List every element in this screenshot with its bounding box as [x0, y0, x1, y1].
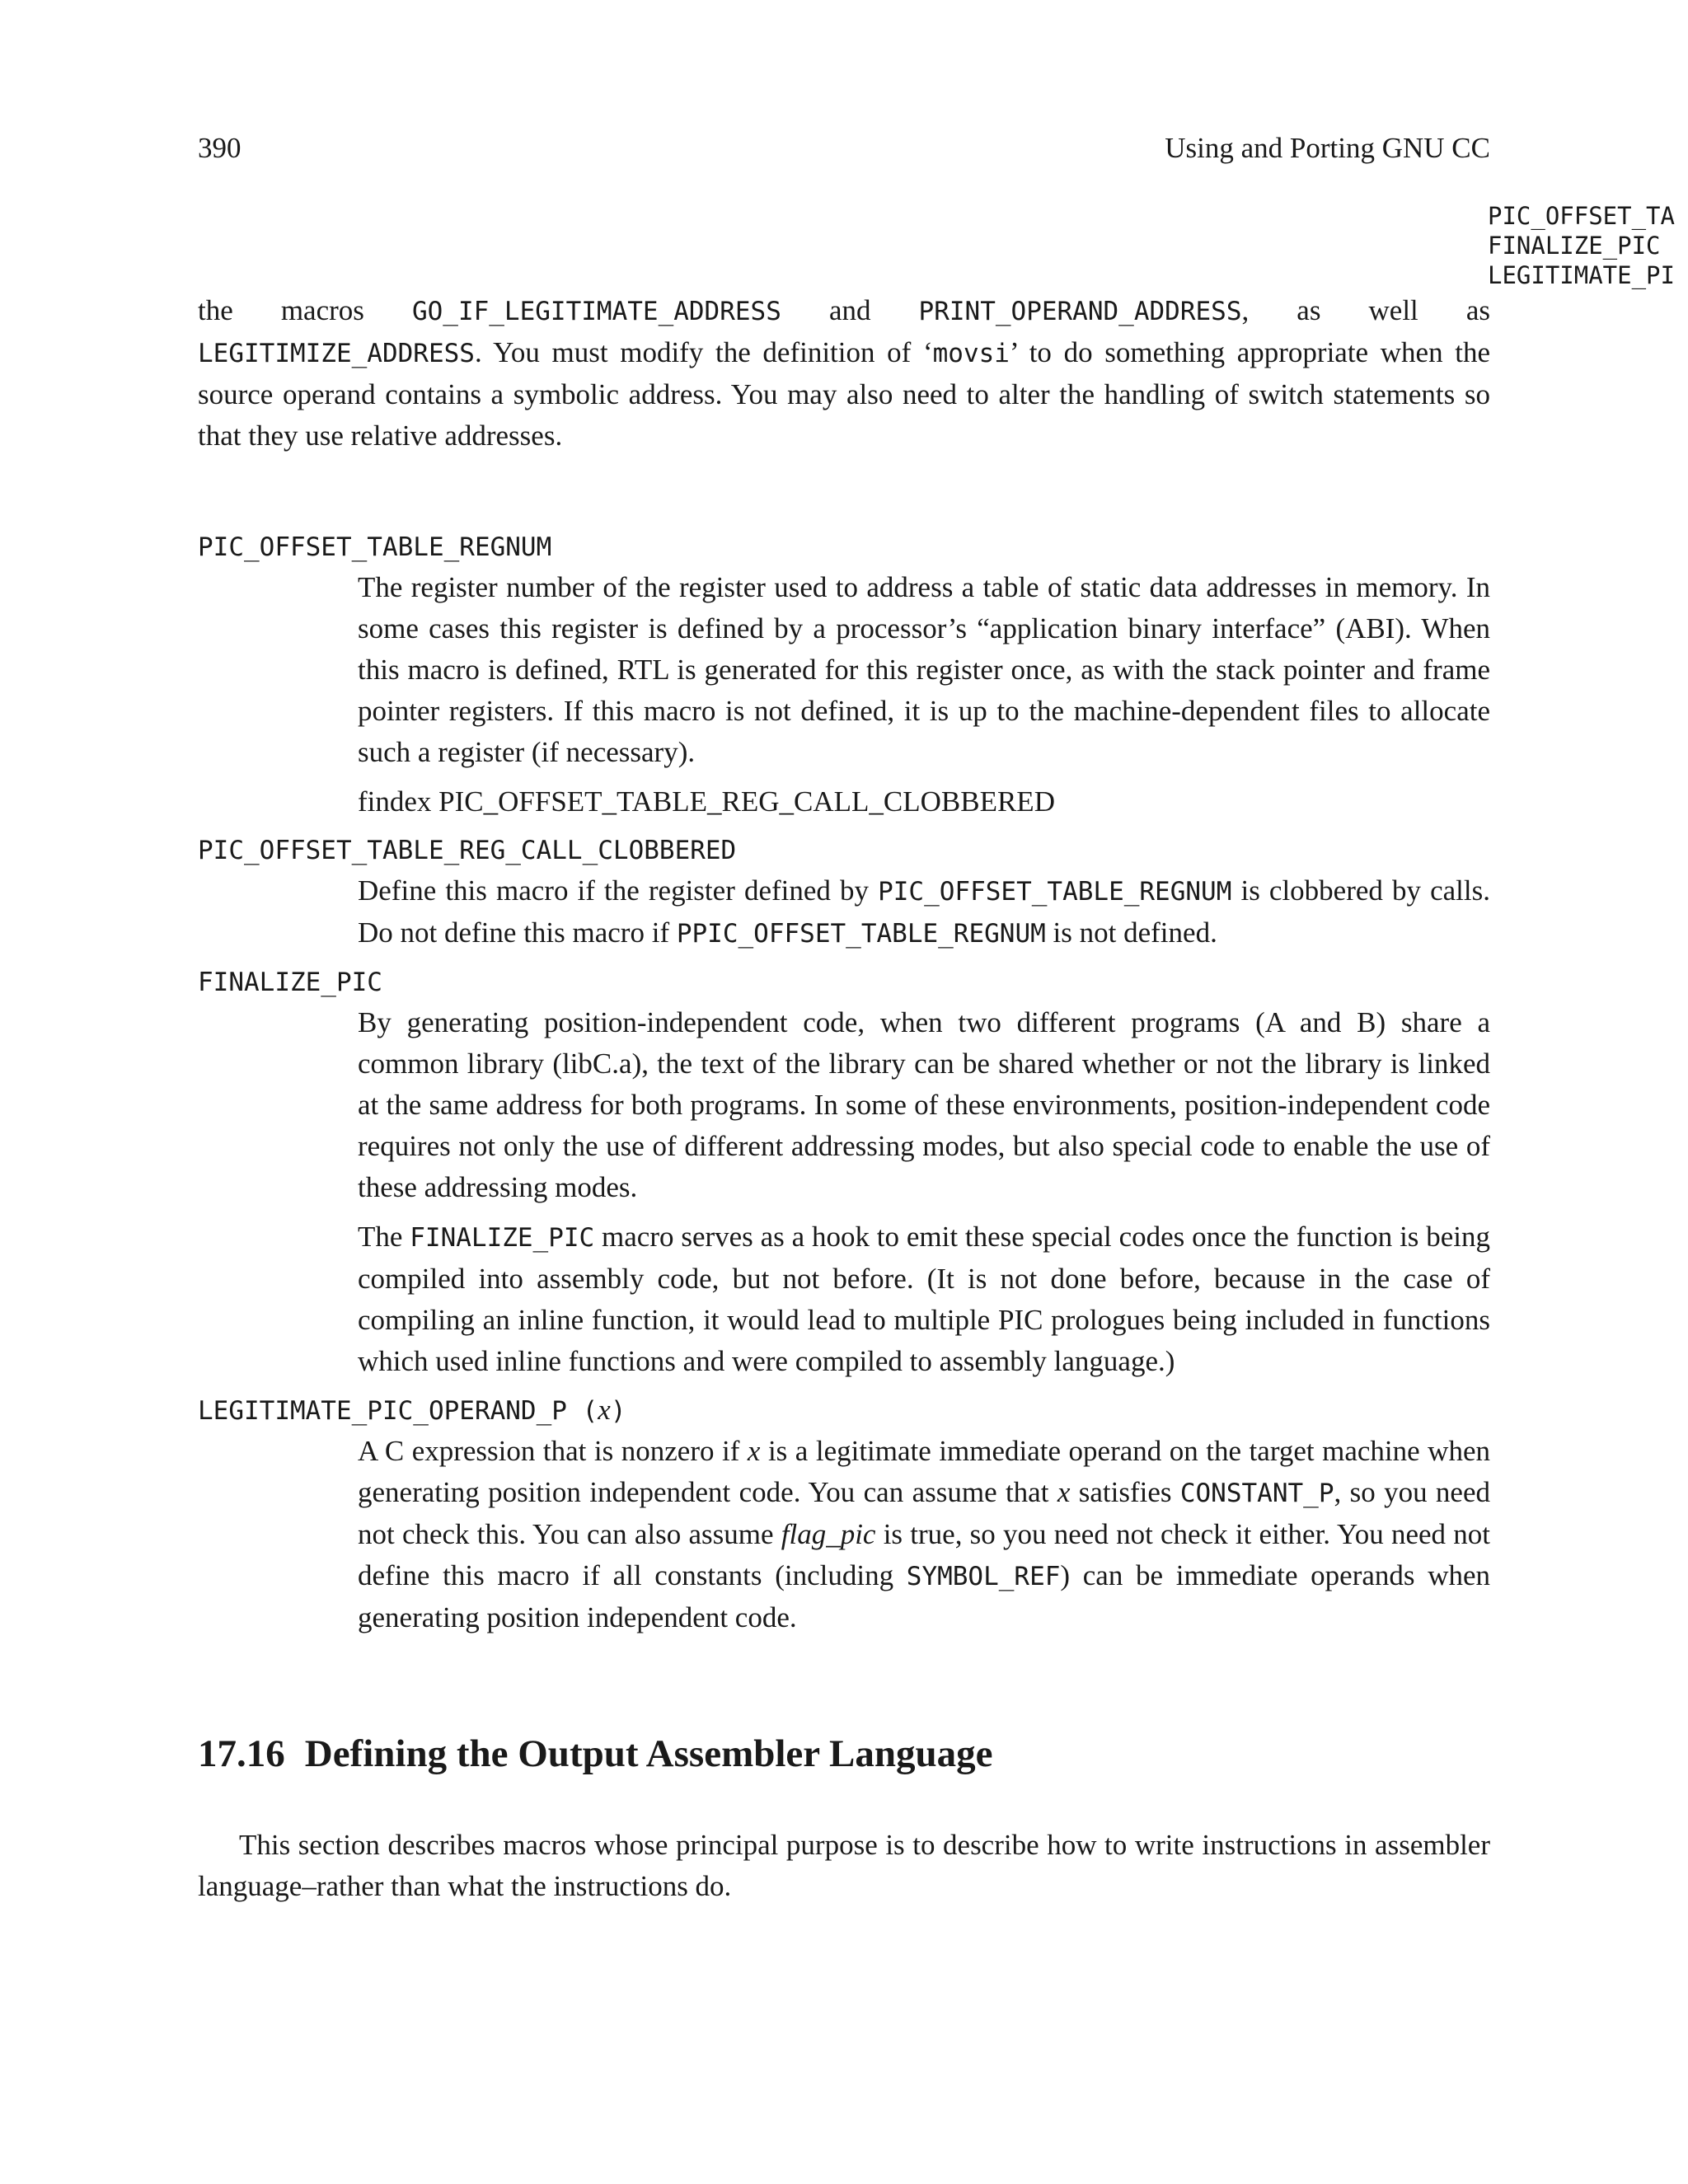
entry-term: PIC_OFFSET_TABLE_REGNUM — [198, 532, 552, 562]
entry-paragraph: The register number of the register used to address a table of static data addresses in memory. In some cases this register is defined by a processor’s “application binary interface” (ABI). When this macro is defined, RTL is generated for this register once, as with the stack pointer and frame pointer registers. If this macro is not defined, it is up to the machine-dependent files to allocate such a register (if necessary). — [358, 571, 1490, 768]
entry-paragraph — [358, 1431, 1490, 1638]
code-term: FINALIZE_PIC — [410, 1223, 595, 1253]
section-title: Defining the Output Assembler Language — [304, 1732, 993, 1775]
entry-body — [358, 1002, 1490, 1382]
text: A C expression that is nonzero if — [358, 1435, 748, 1467]
text: and — [781, 294, 919, 326]
text: , as well as — [1241, 294, 1490, 326]
entry-term: FINALIZE_PIC — [198, 968, 382, 997]
text: is clobbered by calls. Do not define this macro if — [358, 874, 1491, 949]
entry-pic-offset-table-reg-call-clobbered — [198, 831, 1490, 954]
code-term: GO_IF_LEGITIMATE_ADDRESS — [411, 297, 781, 326]
margin-note: PIC_OFFSET_TA — [1488, 202, 1675, 230]
entry-body — [358, 870, 1490, 954]
code-term: PIC_OFFSET_TABLE_REGNUM — [878, 877, 1232, 907]
running-title: Using and Porting GNU CC — [1165, 132, 1490, 164]
variable: x — [598, 1394, 611, 1426]
code-term: CONSTANT_P — [1179, 1479, 1334, 1508]
variable: x — [1057, 1476, 1071, 1508]
entry-term: PIC_OFFSET_TABLE_REG_CALL_CLOBBERED — [198, 836, 737, 865]
code-term: PPIC_OFFSET_TABLE_REGNUM — [676, 919, 1046, 949]
text: satisfies — [1070, 1476, 1180, 1508]
text: macro serves as a hook to emit these special codes once the function is being compiled into assembly code, but not before. (It is not done before, because in the case of compiling an inline function, it would lead to multiple PIC prologues being included in functions which used inline functions and were compiled to assembly language.) — [358, 1221, 1490, 1377]
margin-index-notes — [1488, 201, 1688, 290]
findex-line: findex PIC_OFFSET_TABLE_REG_CALL_CLOBBERED — [358, 785, 1055, 818]
margin-note: FINALIZE_PIC — [1488, 232, 1661, 260]
section-paragraph: This section describes macros whose principal purpose is to describe how to write instructions in assembler language–rather than what the instructions do. — [198, 1829, 1490, 1902]
code-term: SYMBOL_REF — [906, 1562, 1061, 1591]
entry-paragraph: By generating position-independent code, when two different programs (A and B) share a common library (libC.a), the text of the library can be shared whether or not the library is linked at the same address for both programs. In some of these environments, position-independent code requires not only the use of different addressing modes, but also special code to enable the use of these addressing modes. — [358, 1006, 1490, 1203]
text: is true, so you need not check it either. You need not define this macro if all constants (including — [358, 1518, 1491, 1591]
code-term: LEGITIMATE_PIC_OPERAND_P ( — [198, 1396, 598, 1426]
text: ) can be immediate operands when generating position independent code. — [358, 1559, 1491, 1633]
text: Define this macro if the register defined by — [358, 874, 879, 907]
entry-body — [358, 567, 1490, 823]
entry-legitimate-pic-operand-p — [198, 1390, 1490, 1638]
entry-paragraph — [358, 1216, 1490, 1382]
code-term: ) — [610, 1396, 626, 1426]
section-number: 17.16 — [198, 1732, 285, 1775]
code-term: PRINT_OPERAND_ADDRESS — [918, 297, 1242, 326]
text: the macros — [198, 294, 412, 326]
text: is not defined. — [1045, 916, 1217, 949]
margin-note: LEGITIMATE_PI — [1488, 261, 1675, 289]
text: ’ to do something appropriate when the source operand contains a symbolic address. You may also need to alter the handling of switch statements so that they use relative addresses. — [198, 336, 1490, 452]
text: , so you need not check this. You can also assume — [358, 1476, 1490, 1550]
entry-paragraph — [358, 870, 1490, 954]
variable: x — [747, 1435, 761, 1467]
intro-paragraph — [198, 290, 1490, 457]
entry-body — [358, 1431, 1490, 1638]
entry-pic-offset-table-regnum — [198, 527, 1490, 823]
text: The — [358, 1221, 410, 1253]
variable: flag_pic — [781, 1518, 876, 1550]
entry-finalize-pic — [198, 963, 1490, 1382]
text: is a legitimate immediate operand on the target machine when generating position independent code. You can assume that — [358, 1435, 1490, 1508]
entry-term — [198, 1390, 1490, 1431]
code-term: movsi — [932, 339, 1010, 368]
page-number: 390 — [198, 132, 241, 164]
code-term: LEGITIMIZE_ADDRESS — [198, 339, 475, 368]
page-content — [198, 290, 1490, 1907]
section-heading — [198, 1729, 1490, 1779]
text: . You must modify the definition of ‘ — [474, 336, 933, 368]
